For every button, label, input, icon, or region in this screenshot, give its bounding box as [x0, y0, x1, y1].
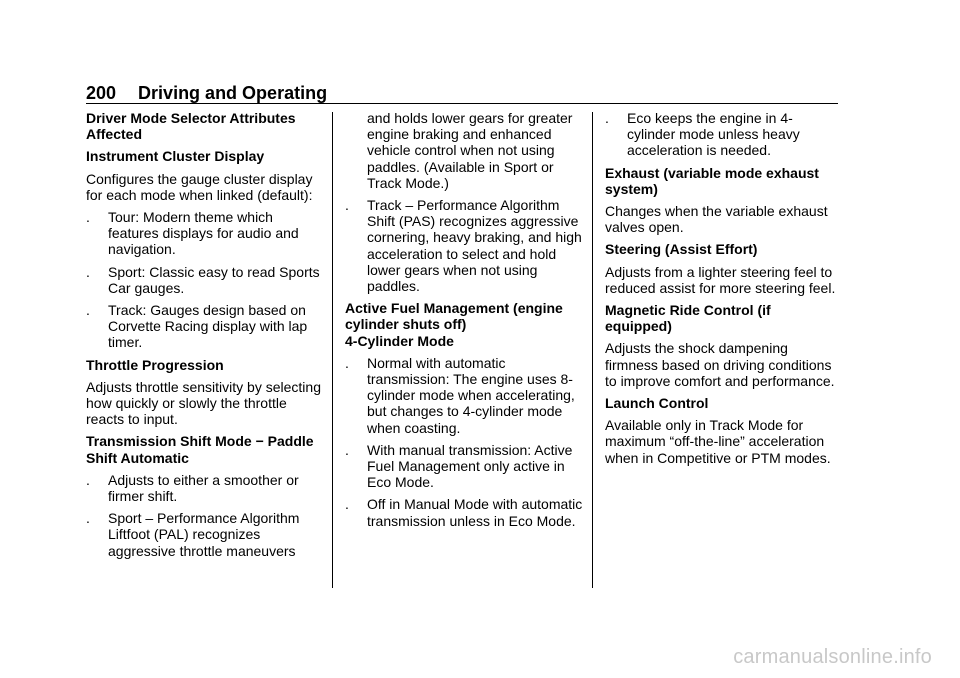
heading-launch-control: Launch Control	[605, 395, 709, 412]
bullet-icon: .	[86, 209, 90, 226]
heading-transmission-shift-mode: Transmission Shift Mode − Paddle Shift Automatic	[86, 433, 314, 466]
bullet-item: . Adjusts to either a smoother or firmer shift.	[86, 471, 299, 505]
bullet-icon: .	[86, 510, 90, 527]
heading-throttle-progression: Throttle Progression	[86, 356, 224, 373]
bullet-item: . Eco keeps the engine in 4-cylinder mode unless heavy acceleration is needed.	[605, 110, 800, 159]
column-2	[345, 110, 585, 535]
heading-steering: Steering (Assist Effort)	[605, 241, 758, 258]
bullet-continuation: and holds lower gears for greater engine braking and enhanced vehicle control when not using paddles. (Available in Sport or Track Mode.)	[367, 110, 573, 191]
bullet-item: . Tour: Modern theme which features displays for audio and navigation.	[86, 209, 299, 258]
page-number: 200	[86, 83, 117, 103]
bullet-item: . Track – Performance Algorithm Shift (PAS) recognizes aggressive cornering, heavy braking, and high acceleration to select and hold lower gears when not using paddles.	[345, 197, 582, 295]
bullet-icon: .	[345, 441, 349, 458]
column-divider-1	[332, 112, 333, 588]
bullet-icon: .	[86, 471, 90, 488]
section-title: Driving and Operating	[138, 83, 328, 103]
bullet-icon: .	[86, 302, 90, 319]
bullet-icon: .	[86, 263, 90, 280]
bullet-item: . Sport: Classic easy to read Sports Car gauges.	[86, 263, 320, 296]
column-1	[86, 110, 326, 559]
watermark: carmanualsonline.info	[733, 646, 932, 668]
bullet-icon: .	[345, 354, 349, 371]
bullet-item: . Track: Gauges design based on Corvette Racing display with lap timer.	[86, 302, 308, 351]
bullet-icon: .	[345, 197, 349, 214]
paragraph-exhaust: Changes when the variable exhaust valves open.	[605, 203, 828, 236]
paragraph-cluster-config: Configures the gauge cluster display for each mode when linked (default):	[86, 170, 313, 203]
bullet-item: . Off in Manual Mode with automatic transmission unless in Eco Mode.	[345, 496, 583, 529]
bullet-icon: .	[605, 110, 609, 126]
heading-active-fuel-management: Active Fuel Management (engine cylinder shuts off)	[345, 300, 563, 333]
heading-instrument-cluster: Instrument Cluster Display	[86, 148, 265, 165]
paragraph-launch-control: Available only in Track Mode for maximum “off-the-line” acceleration when in Competitive or PTM modes.	[605, 417, 831, 466]
header-divider	[86, 103, 838, 104]
heading-mode-attributes: Driver Mode Selector Attributes Affected	[86, 110, 296, 143]
bullet-item: . Sport – Performance Algorithm Liftfoot (PAL) recognizes aggressive throttle maneuvers	[86, 510, 300, 559]
column-3	[605, 110, 840, 472]
heading-magnetic-ride-control: Magnetic Ride Control (if equipped)	[605, 302, 771, 335]
column-divider-2	[592, 112, 593, 588]
heading-4-cylinder-mode: 4-Cylinder Mode	[345, 332, 454, 349]
page-header	[86, 83, 838, 104]
bullet-item: . With manual transmission: Active Fuel Management only active in Eco Mode.	[345, 441, 573, 491]
paragraph-magnetic-ride: Adjusts the shock dampening firmness based on driving conditions to improve comfort and performance.	[605, 340, 835, 389]
paragraph-throttle: Adjusts throttle sensitivity by selecting how quickly or slowly the throttle reacts to input.	[86, 378, 321, 428]
heading-exhaust: Exhaust (variable mode exhaust system)	[605, 164, 819, 197]
bullet-item: . Normal with automatic transmission: The engine uses 8-cylinder mode when accelerating, but changes to 4-cylinder mode when coasting.	[345, 354, 575, 436]
bullet-icon: .	[345, 496, 349, 513]
paragraph-steering: Adjusts from a lighter steering feel to reduced assist for more steering feel.	[605, 263, 836, 296]
